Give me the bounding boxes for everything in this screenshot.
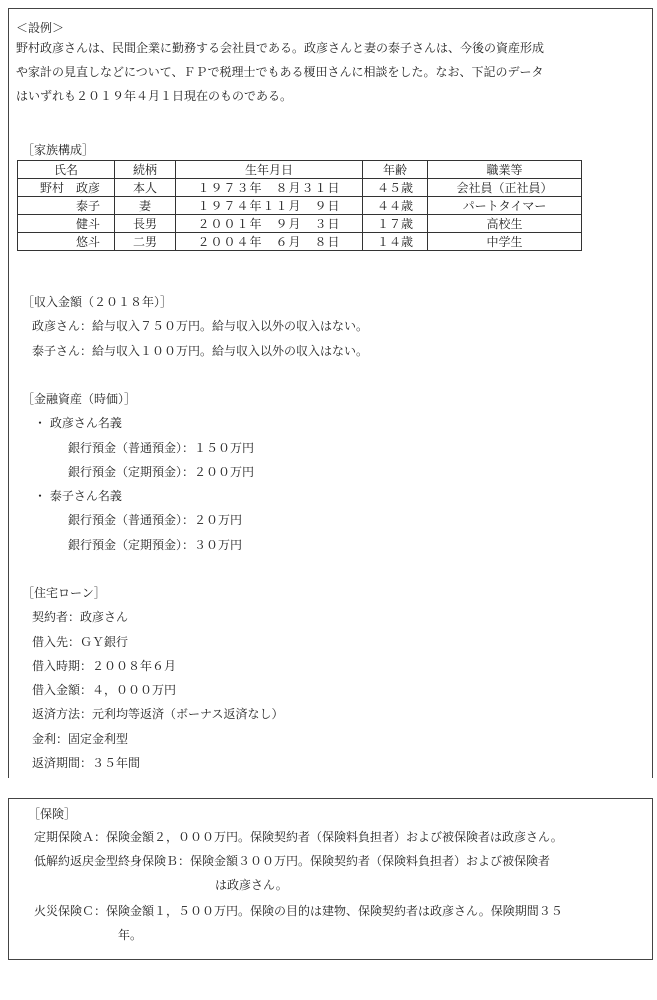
assets-owner-1-item-1: 銀行預金（普通預金）：１５０万円 xyxy=(68,441,255,455)
insurance-c-label: 火災保険Ｃ： xyxy=(34,904,107,918)
cell-age: １７歳 xyxy=(363,215,428,233)
intro-line-2: や家計の見直しなどについて、ＦＰで税理士でもある榎田さんに相談をした。なお、下記のデータ xyxy=(16,65,544,79)
loan-heading: ［住宅ローン］ xyxy=(22,586,106,600)
cell-relation: 本人 xyxy=(115,179,176,197)
col-relation: 続柄 xyxy=(115,161,176,179)
insurance-frame xyxy=(8,798,653,960)
loan-contractor: 契約者：政彦さん xyxy=(32,610,129,624)
loan-period: 返済期間：３５年間 xyxy=(32,756,141,770)
income-line-1: 政彦さん：給与収入７５０万円。給与収入以外の収入はない。 xyxy=(32,319,369,333)
table-row xyxy=(18,179,582,197)
assets-owner-1: ・ 政彦さん名義 xyxy=(34,416,122,430)
table-row xyxy=(18,215,582,233)
table-row xyxy=(18,197,582,215)
insurance-a-text: 保険金額２，０００万円。保険契約者（保険料負担者）および被保険者は政彦さん。 xyxy=(106,830,563,844)
insurance-b-text-cont: は政彦さん。 xyxy=(215,878,288,892)
insurance-c xyxy=(34,900,563,922)
income-line-2: 泰子さん：給与収入１００万円。給与収入以外の収入はない。 xyxy=(32,344,369,358)
insurance-b xyxy=(34,850,550,872)
insurance-a-label: 定期保険Ａ： xyxy=(34,830,107,844)
income-heading: ［収入金額（２０１８年）］ xyxy=(22,295,173,309)
cell-job: パートタイマー xyxy=(428,197,582,215)
cell-relation: 長男 xyxy=(115,215,176,233)
cell-name: 野村 政彦 xyxy=(18,179,115,197)
cell-name: 健斗 xyxy=(18,215,115,233)
col-name: 氏名 xyxy=(18,161,115,179)
insurance-heading: ［保険］ xyxy=(28,807,77,821)
table-row xyxy=(18,233,582,251)
cell-birth: ２００１年 ９月 ３日 xyxy=(176,215,363,233)
case-title: ＜設例＞ xyxy=(16,21,65,35)
insurance-b-label: 低解約返戻金型終身保険Ｂ： xyxy=(34,854,191,868)
cell-birth: １９７４年１１月 ９日 xyxy=(176,197,363,215)
col-birth: 生年月日 xyxy=(176,161,363,179)
insurance-c-text-cont: 年。 xyxy=(118,928,143,942)
loan-method: 返済方法：元利均等返済（ボーナス返済なし） xyxy=(32,707,284,721)
cell-relation: 妻 xyxy=(115,197,176,215)
cell-age: ４４歳 xyxy=(363,197,428,215)
assets-owner-2-item-2: 銀行預金（定期預金）：３０万円 xyxy=(68,538,243,552)
family-table xyxy=(17,160,582,251)
cell-age: １４歳 xyxy=(363,233,428,251)
cell-job: 高校生 xyxy=(428,215,582,233)
cell-relation: 二男 xyxy=(115,233,176,251)
assets-owner-2: ・ 泰子さん名義 xyxy=(34,489,122,503)
loan-amount: 借入金額：４，０００万円 xyxy=(32,683,177,697)
cell-age: ４５歳 xyxy=(363,179,428,197)
insurance-b-text: 保険金額３００万円。保険契約者（保険料負担者）および被保険者 xyxy=(190,854,551,868)
cell-name: 泰子 xyxy=(18,197,115,215)
intro-line-1: 野村政彦さんは、民間企業に勤務する会社員である。政彦さんと妻の泰子さんは、今後の資産形成 xyxy=(16,41,545,55)
loan-rate: 金利：固定金利型 xyxy=(32,732,129,746)
loan-lender: 借入先：ＧＹ銀行 xyxy=(32,635,129,649)
loan-date: 借入時期：２００８年６月 xyxy=(32,659,177,673)
cell-name: 悠斗 xyxy=(18,233,115,251)
family-heading: ［家族構成］ xyxy=(22,143,95,157)
family-table-header xyxy=(18,161,582,179)
col-job: 職業等 xyxy=(428,161,582,179)
insurance-c-text: 保険金額１，５００万円。保険の目的は建物、保険契約者は政彦さん。保険期間３５ xyxy=(106,904,563,918)
col-age: 年齢 xyxy=(363,161,428,179)
cell-birth: １９７３年 ８月３１日 xyxy=(176,179,363,197)
cell-job: 会社員（正社員） xyxy=(428,179,582,197)
assets-owner-2-item-1: 銀行預金（普通預金）：２０万円 xyxy=(68,513,243,527)
cell-birth: ２００４年 ６月 ８日 xyxy=(176,233,363,251)
assets-heading: ［金融資産（時価）］ xyxy=(22,392,137,406)
insurance-a xyxy=(34,826,563,848)
assets-owner-1-item-2: 銀行預金（定期預金）：２００万円 xyxy=(68,465,255,479)
intro-line-3: はいずれも２０１９年４月１日現在のものである。 xyxy=(16,89,293,103)
cell-job: 中学生 xyxy=(428,233,582,251)
